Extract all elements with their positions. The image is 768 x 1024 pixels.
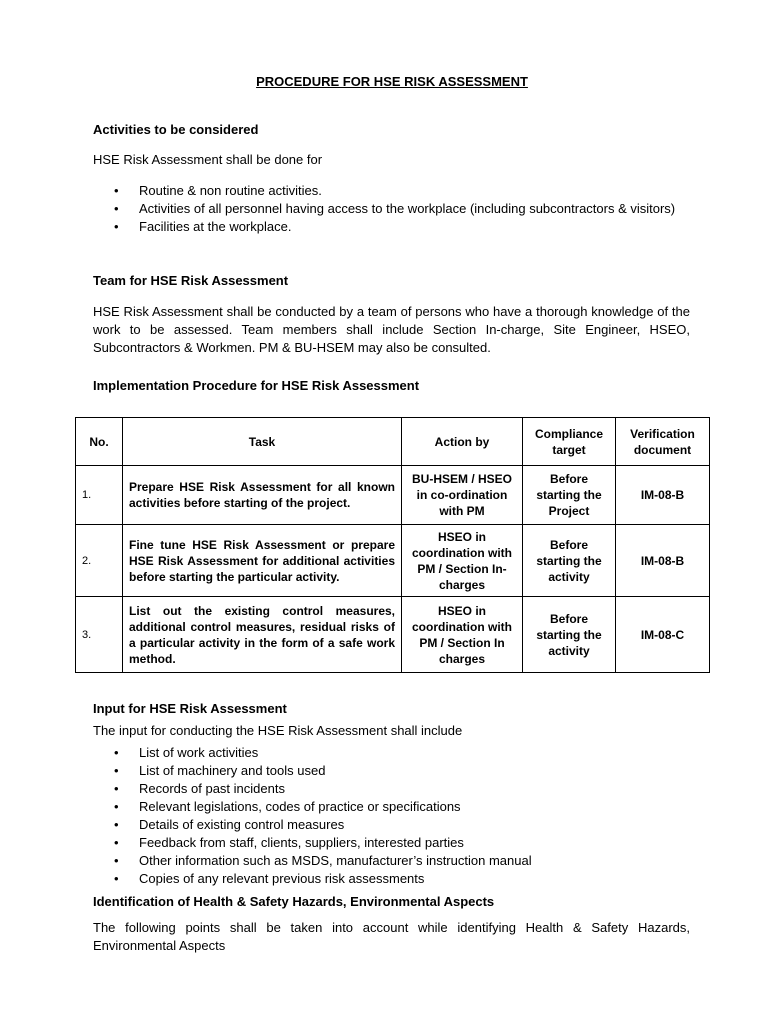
cell-no: 3. [76, 597, 123, 673]
bullet-icon: • [114, 201, 119, 216]
list-item: • Activities of all personnel having access to the workplace (including subcontractors & visitors) [114, 201, 676, 216]
list-item: • Relevant legislations, codes of practice or specifications [114, 799, 461, 814]
header-compliance-target: Compliance target [523, 418, 616, 466]
page-title: PROCEDURE FOR HSE RISK ASSESSMENT [256, 74, 528, 89]
cell-compliance-target: Before starting the activity [523, 525, 616, 597]
list-item: • List of work activities [114, 745, 259, 760]
bullet-icon: • [114, 763, 119, 778]
list-item: • Copies of any relevant previous risk assessments [114, 871, 425, 886]
cell-verification-document: IM-08-B [616, 525, 710, 597]
table-row [76, 525, 710, 597]
bullet-icon: • [114, 799, 119, 814]
list-item: • Feedback from staff, clients, suppliers, interested parties [114, 835, 464, 850]
activities-heading: Activities to be considered [93, 122, 259, 137]
cell-verification-document: IM-08-B [616, 466, 710, 525]
list-item: • Details of existing control measures [114, 817, 345, 832]
bullet-icon: • [114, 781, 119, 796]
team-heading: Team for HSE Risk Assessment [93, 273, 289, 288]
table-row [76, 466, 710, 525]
bullet-icon: • [114, 219, 119, 234]
bullet-icon: • [114, 871, 119, 886]
header-no: No. [76, 418, 123, 466]
list-item: • List of machinery and tools used [114, 763, 326, 778]
cell-task: Prepare HSE Risk Assessment for all known activities before starting of the project. [123, 466, 402, 525]
team-paragraph: HSE Risk Assessment shall be conducted by a team of persons who have a thorough knowledge of the work to be assessed. Team members shall include Section In-charge, Site Engineer, HSEO, Subcontractors & Workmen. PM & BU-HSEM may also be consulted. [93, 304, 690, 355]
header-task: Task [123, 418, 402, 466]
input-intro: The input for conducting the HSE Risk Assessment shall include [93, 723, 463, 738]
bullet-icon: • [114, 835, 119, 850]
list-item: • Facilities at the workplace. [114, 219, 292, 234]
header-verification-document: Verification document [616, 418, 710, 466]
list-item: • Records of past incidents [114, 781, 285, 796]
activities-list [114, 182, 694, 236]
cell-action-by: HSEO in coordination with PM / Section In-charges [402, 525, 523, 597]
table-row [76, 597, 710, 673]
activities-intro: HSE Risk Assessment shall be done for [93, 152, 323, 167]
bullet-icon: • [114, 183, 119, 198]
cell-no: 2. [76, 525, 123, 597]
cell-action-by: HSEO in coordination with PM / Section In charges [402, 597, 523, 673]
input-heading: Input for HSE Risk Assessment [93, 701, 287, 716]
cell-no: 1. [76, 466, 123, 525]
cell-task: Fine tune HSE Risk Assessment or prepare HSE Risk Assessment for additional activities before starting the particular activity. [123, 525, 402, 597]
cell-compliance-target: Before starting the activity [523, 597, 616, 673]
table-header-row [76, 418, 710, 466]
implementation-heading: Implementation Procedure for HSE Risk Assessment [93, 378, 420, 393]
cell-compliance-target: Before starting the Project [523, 466, 616, 525]
identification-paragraph: The following points shall be taken into account while identifying Health & Safety Hazards, Environmental Aspects [93, 920, 690, 953]
bullet-icon: • [114, 745, 119, 760]
list-item: • Routine & non routine activities. [114, 183, 322, 198]
input-list [114, 744, 694, 888]
identification-heading: Identification of Health & Safety Hazards, Environmental Aspects [93, 894, 495, 909]
cell-task: List out the existing control measures, additional control measures, residual risks of a particular activity in the form of a safe work method. [123, 597, 402, 673]
list-item: • Other information such as MSDS, manufacturer’s instruction manual [114, 853, 532, 868]
procedure-table [75, 417, 710, 673]
cell-action-by: BU-HSEM / HSEO in co-ordination with PM [402, 466, 523, 525]
cell-verification-document: IM-08-C [616, 597, 710, 673]
header-action-by: Action by [402, 418, 523, 466]
bullet-icon: • [114, 853, 119, 868]
bullet-icon: • [114, 817, 119, 832]
